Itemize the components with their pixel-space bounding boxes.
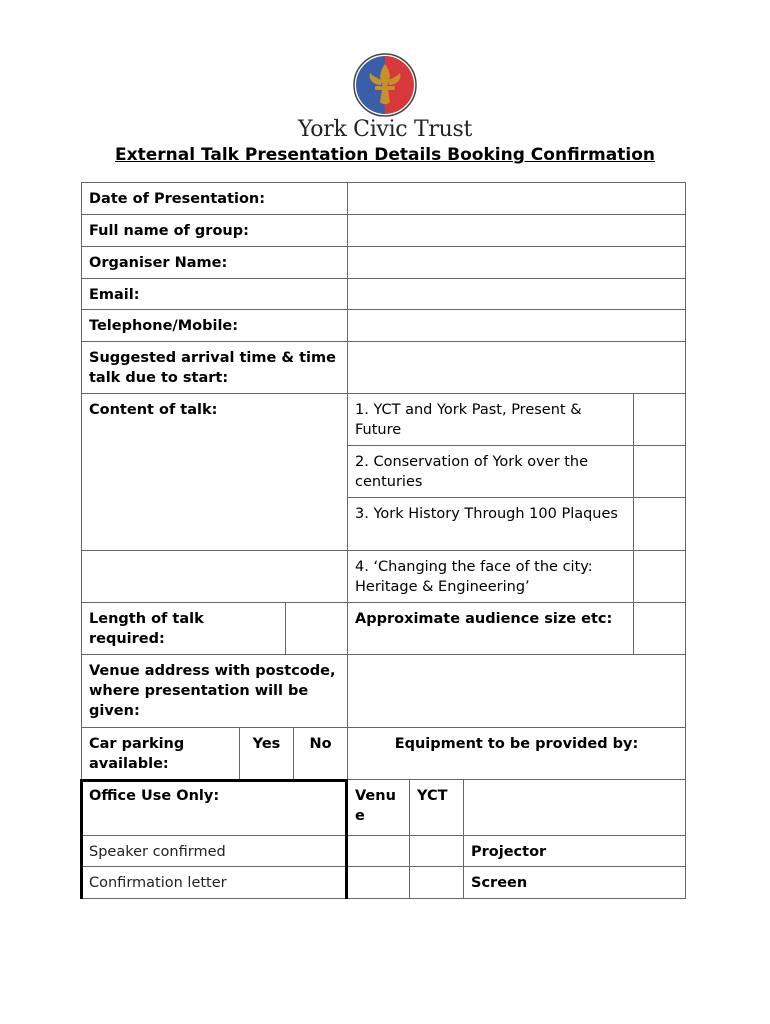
york-civic-trust-logo	[352, 52, 418, 118]
document-title: External Talk Presentation Details Booking Confirmation	[115, 145, 655, 165]
date-field[interactable]	[347, 182, 686, 215]
group-label: Full name of group:	[81, 214, 348, 247]
date-label: Date of Presentation:	[81, 182, 348, 215]
speaker-confirmed-label: Speaker confirmed	[81, 835, 348, 867]
venue-field[interactable]	[347, 654, 686, 728]
arrival-field[interactable]	[347, 341, 686, 394]
talk-option-checkbox[interactable]	[633, 393, 686, 446]
talk-option: 1. YCT and York Past, Present & Future	[347, 393, 634, 446]
phone-label: Telephone/Mobile:	[81, 309, 348, 342]
talk-option: 4. ‘Changing the face of the city: Heritage & Engineering’	[347, 550, 634, 603]
venue-label: Venue address with postcode, where presentation will be given:	[81, 654, 348, 728]
talk-option: 2. Conservation of York over the centuries	[347, 445, 634, 498]
arrival-label: Suggested arrival time & time talk due to start:	[81, 341, 348, 394]
audience-label: Approximate audience size etc:	[347, 602, 634, 655]
screen-label: Screen	[463, 866, 686, 899]
organisation-name: York Civic Trust	[297, 117, 473, 142]
empty-cell	[463, 779, 686, 836]
talk-option-checkbox[interactable]	[633, 445, 686, 498]
email-field[interactable]	[347, 278, 686, 310]
yct-checkbox[interactable]	[409, 835, 464, 867]
parking-no-option[interactable]: No	[293, 727, 348, 780]
group-field[interactable]	[347, 214, 686, 247]
empty-cell	[81, 550, 348, 603]
confirmation-letter-label: Confirmation letter	[81, 866, 348, 899]
venue-column-header: Venue	[347, 779, 410, 836]
logo-red-half	[385, 56, 414, 114]
organiser-label: Organiser Name:	[81, 246, 348, 279]
content-label: Content of talk:	[81, 393, 348, 551]
office-use-heading: Office Use Only:	[81, 779, 348, 836]
length-field[interactable]	[285, 602, 348, 655]
office-box-left-border	[80, 779, 83, 899]
phone-field[interactable]	[347, 309, 686, 342]
office-box-right-border	[345, 779, 348, 899]
email-label: Email:	[81, 278, 348, 310]
venue-checkbox[interactable]	[347, 835, 410, 867]
organiser-field[interactable]	[347, 246, 686, 279]
yct-checkbox[interactable]	[409, 866, 464, 899]
equipment-label: Equipment to be provided by:	[347, 727, 686, 780]
parking-label: Car parking available:	[81, 727, 240, 780]
length-label: Length of talk required:	[81, 602, 286, 655]
venue-checkbox[interactable]	[347, 866, 410, 899]
office-box-top-border	[81, 779, 348, 782]
projector-label: Projector	[463, 835, 686, 867]
parking-yes-option[interactable]: Yes	[239, 727, 294, 780]
talk-option-checkbox[interactable]	[633, 550, 686, 603]
audience-field[interactable]	[633, 602, 686, 655]
talk-option: 3. York History Through 100 Plaques	[347, 497, 634, 551]
talk-option-checkbox[interactable]	[633, 497, 686, 551]
logo-blue-half	[356, 56, 385, 114]
yct-column-header: YCT	[409, 779, 464, 836]
